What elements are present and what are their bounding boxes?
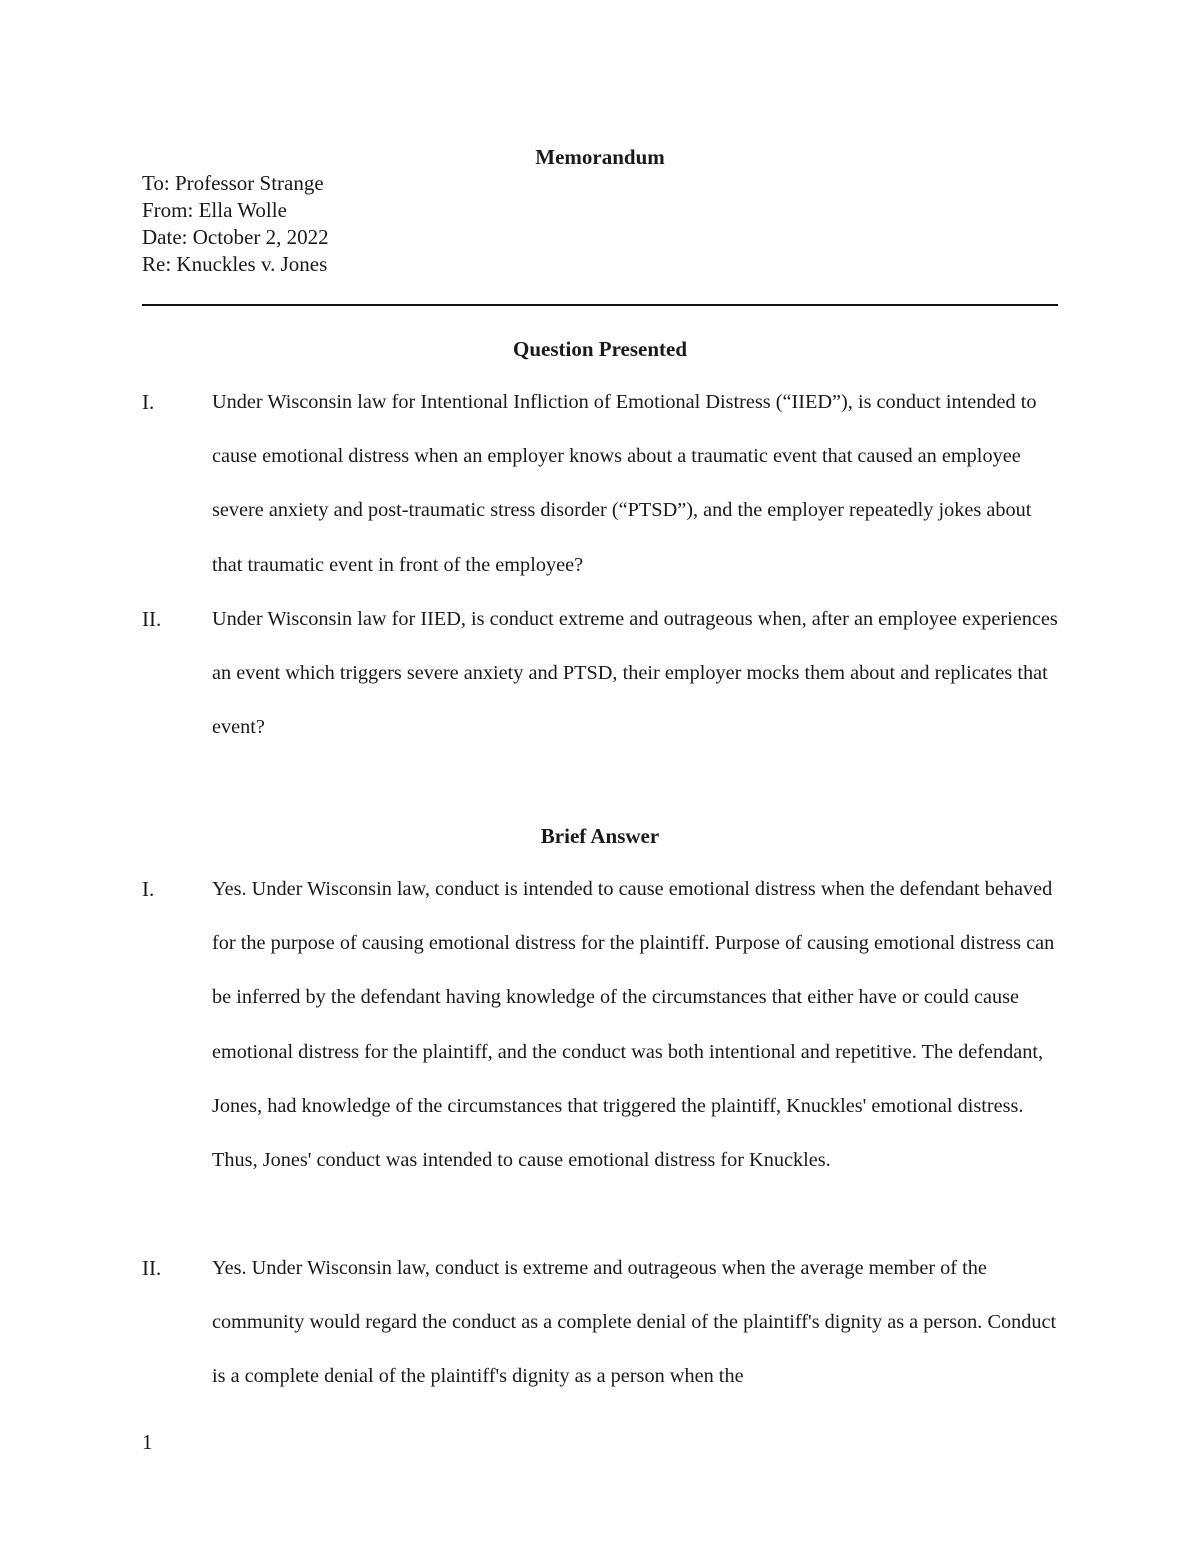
memo-to: To: Professor Strange bbox=[142, 171, 324, 195]
answer-text: Yes. Under Wisconsin law, conduct is intended to cause emotional distress when the defendant behaved for the purpose of causing emotional distress for the plaintiff. Purpose of causing emotional distress can be inferred by the defendant having knowledge of the circumstances that either have or could cause emotional distress for the plaintiff, and the conduct was both intentional and repetitive. The defendant, Jones, had knowledge of the circumstances that triggered the plaintiff, Knuckles' emotional distress. Thus, Jones' conduct was intended to cause emotional distress for Knuckles. bbox=[212, 878, 1055, 1172]
answer-numeral: I. bbox=[142, 877, 155, 901]
answer-numeral: II. bbox=[142, 1256, 162, 1280]
header-divider bbox=[142, 304, 1058, 306]
memo-date: Date: October 2, 2022 bbox=[142, 225, 329, 249]
question-numeral: II. bbox=[142, 607, 162, 631]
page-number: 1 bbox=[142, 1430, 153, 1454]
brief-answer-heading: Brief Answer bbox=[540, 824, 660, 848]
question-presented-heading: Question Presented bbox=[512, 337, 688, 361]
answer-text: Yes. Under Wisconsin law, conduct is extreme and outrageous when the average member of the community would regard the conduct as a complete denial of the plaintiff's dignity as a person. Conduct is a complete denial of the plaintiff's dignity as a person when the bbox=[212, 1257, 1057, 1388]
memo-from: From: Ella Wolle bbox=[142, 198, 287, 222]
memo-header bbox=[142, 170, 329, 278]
question-text: Under Wisconsin law for Intentional Infliction of Emotional Distress (“IIED”), is conduct intended to cause emotional distress when an employer knows about a traumatic event that caused an employee severe anxiety and post-traumatic stress disorder (“PTSD”), and the employer repeatedly jokes about that traumatic event in front of the employee? bbox=[212, 391, 1037, 576]
memo-re: Re: Knuckles v. Jones bbox=[142, 252, 328, 276]
question-numeral: I. bbox=[142, 390, 155, 414]
question-text: Under Wisconsin law for IIED, is conduct extreme and outrageous when, after an employee experiences an event which triggers severe anxiety and PTSD, their employer mocks them about and replicates that event? bbox=[212, 608, 1058, 739]
memo-title: Memorandum bbox=[535, 145, 665, 169]
